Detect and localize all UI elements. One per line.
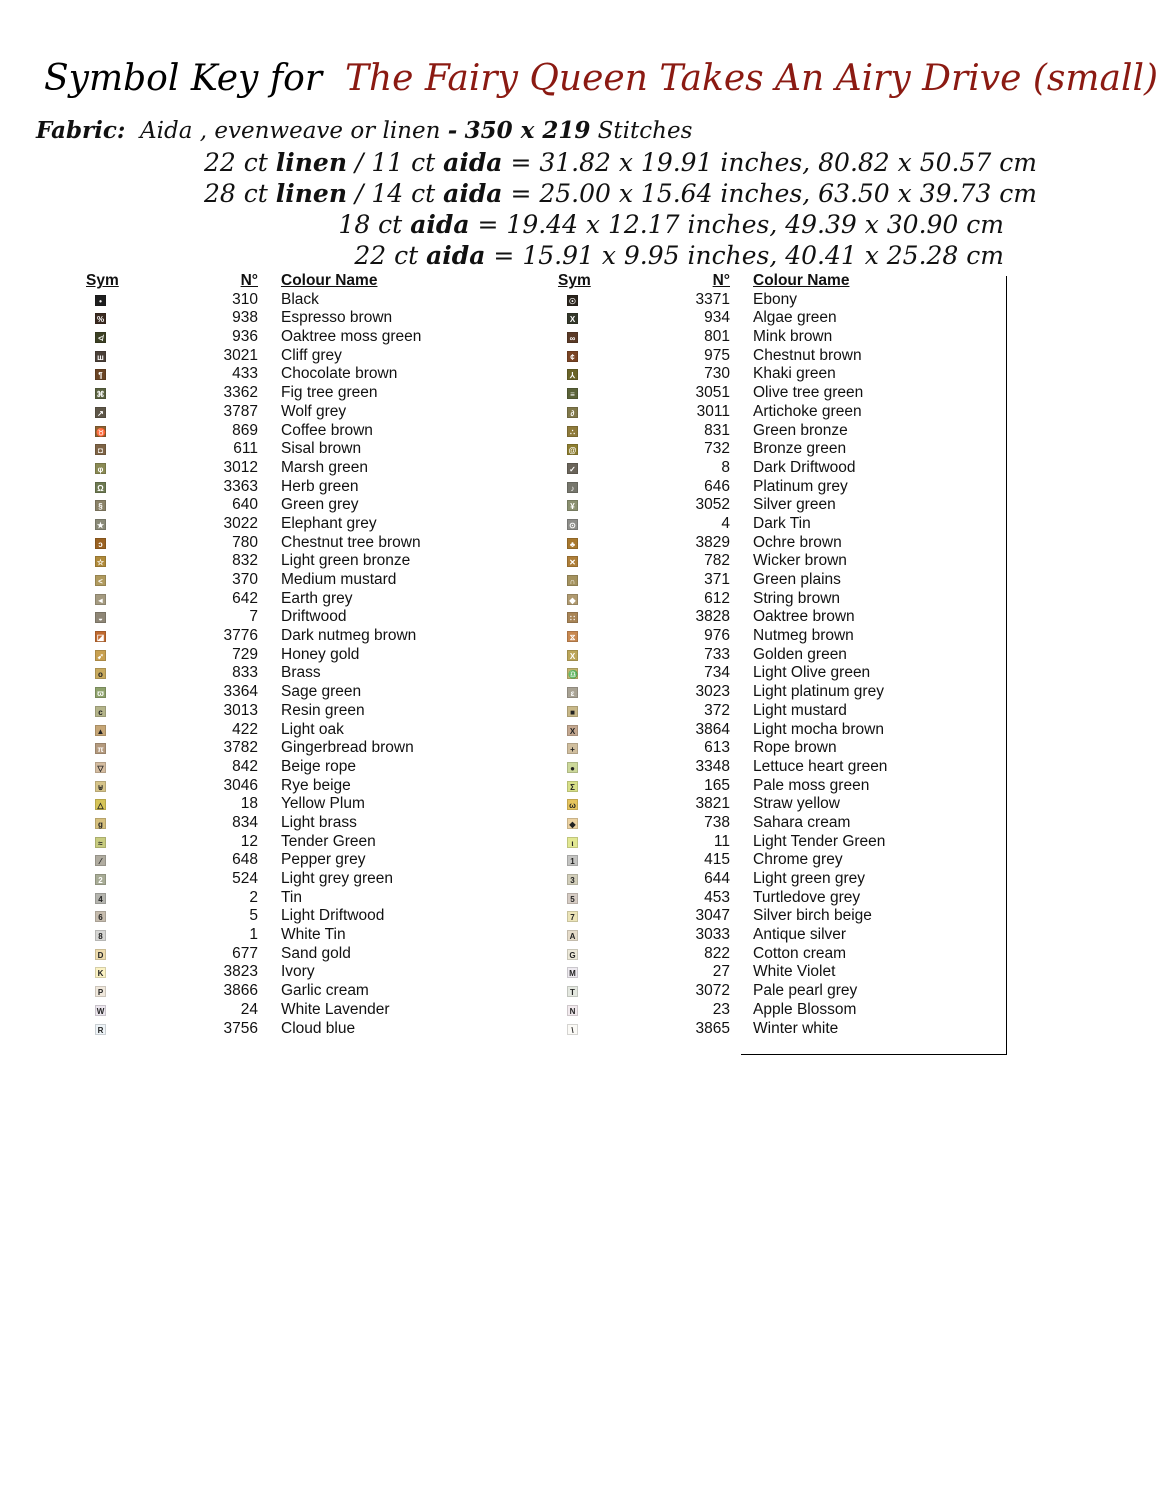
- dimensions: = 15.91 x 9.95 inches, 40.41 x 25.28 cm: [493, 241, 1004, 270]
- symbol-swatch: 7: [567, 911, 578, 922]
- fabric-d: aida: [410, 210, 470, 239]
- colour-name: Ebony: [753, 290, 797, 308]
- colour-name: Chestnut tree brown: [281, 533, 421, 551]
- colour-name: Honey gold: [281, 645, 360, 663]
- colour-name: Olive tree green: [753, 384, 864, 402]
- colour-name: Light grey green: [281, 870, 394, 887]
- colour-name: Light mocha brown: [753, 720, 884, 738]
- thread-number: 729: [232, 645, 258, 663]
- colour-name: Platinum grey: [753, 477, 848, 495]
- colour-name: Ivory: [281, 963, 315, 981]
- page-title: [44, 58, 1158, 99]
- colour-name: Green grey: [281, 496, 359, 514]
- colour-name: Beige rope: [281, 757, 356, 775]
- symbol-swatch: %: [96, 315, 105, 325]
- colour-name: Silver birch beige: [753, 907, 872, 925]
- symbol-swatch: ♉: [96, 427, 106, 437]
- colour-name: Light mustard: [753, 701, 847, 719]
- colour-name: Tin: [281, 888, 302, 906]
- colour-name: Green bronze: [753, 421, 848, 439]
- colour-name: White Lavender: [281, 1000, 390, 1018]
- colour-name: Khaki green: [753, 365, 836, 383]
- symbol-swatch: ¶: [95, 369, 106, 380]
- thread-number: 3046: [223, 776, 258, 794]
- symbol-swatch: ⅄: [567, 369, 578, 380]
- thread-number: 3866: [223, 982, 258, 1000]
- thread-number: 869: [232, 421, 258, 439]
- symbol-swatch: ¥: [567, 500, 578, 511]
- colour-name: Dark nutmeg brown: [281, 627, 417, 645]
- thread-number: 3023: [695, 683, 730, 701]
- symbol-swatch: ♎: [568, 670, 578, 680]
- symbol-swatch: R: [95, 1024, 106, 1035]
- thread-number: 738: [704, 813, 730, 831]
- colour-name: Marsh green: [281, 458, 369, 476]
- symbol-swatch: ∷: [567, 612, 578, 623]
- thread-number: 3865: [695, 1019, 730, 1037]
- symbol-swatch: ♪: [567, 482, 578, 493]
- colour-name: Straw yellow: [753, 795, 840, 813]
- table-frame-bottom: [741, 1054, 1007, 1055]
- symbol-swatch: ↄ: [95, 538, 106, 549]
- thread-number: 3787: [223, 402, 258, 420]
- symbol-swatch: ι: [567, 837, 578, 848]
- symbol-swatch: ⌘: [96, 390, 105, 400]
- symbol-swatch: ◒: [95, 612, 106, 623]
- colour-name: Oaktree brown: [753, 608, 855, 626]
- colour-name: Apple Blossom: [753, 1000, 857, 1018]
- symbol-swatch: 3: [567, 874, 578, 885]
- colour-name: Turtledove grey: [753, 888, 861, 906]
- thread-number: 370: [232, 571, 258, 588]
- thread-number: 165: [704, 776, 730, 794]
- symbol-swatch: △: [95, 799, 106, 810]
- colour-name: Dark Tin: [753, 514, 811, 532]
- symbol-swatch: ●: [567, 762, 578, 773]
- fabric-d: aida: [443, 148, 503, 177]
- thread-number: 5: [249, 907, 258, 925]
- thread-number: 3756: [223, 1019, 258, 1037]
- colour-name: Cloud blue: [281, 1019, 356, 1037]
- thread-number: 730: [704, 365, 730, 383]
- thread-number: 1: [249, 926, 258, 944]
- thread-number: 612: [704, 589, 730, 607]
- colour-name: Chocolate brown: [281, 365, 398, 383]
- colour-name: Light Tender Green: [753, 832, 886, 850]
- colour-name: Mink brown: [753, 328, 833, 346]
- symbol-swatch: ϖ: [95, 687, 106, 698]
- symbol-swatch: N: [567, 1005, 578, 1016]
- symbol-swatch: ▽: [95, 762, 106, 773]
- header-num: N°: [712, 272, 730, 289]
- symbol-swatch: ∂: [567, 407, 578, 418]
- symbol-swatch: ⊙: [567, 519, 578, 530]
- colour-name: Black: [281, 290, 319, 308]
- thread-number: 3371: [695, 290, 730, 308]
- symbol-swatch: ▲: [96, 726, 105, 736]
- size-line: [204, 240, 1004, 271]
- thread-number: 3821: [695, 795, 730, 813]
- symbol-swatch: ш: [95, 351, 106, 362]
- fabric-b: linen: [275, 148, 348, 177]
- symbol-swatch: ◂: [95, 594, 106, 605]
- symbol-swatch: ◘: [95, 444, 106, 455]
- thread-number: 24: [240, 1000, 258, 1018]
- colour-name: Garlic cream: [281, 982, 369, 1000]
- colour-name: Antique silver: [753, 926, 847, 944]
- thread-number: 7: [249, 608, 258, 626]
- colour-name: Light brass: [281, 813, 357, 831]
- colour-name: White Violet: [753, 963, 836, 981]
- symbol-swatch: ↗: [95, 407, 106, 418]
- size-line: [204, 209, 1004, 240]
- thread-number: 524: [232, 870, 258, 887]
- colour-name: Medium mustard: [281, 571, 397, 588]
- thread-number: 3348: [695, 757, 730, 775]
- fabric-label: Fabric:: [36, 117, 126, 144]
- symbol-swatch: K: [95, 967, 106, 978]
- thread-number: 782: [704, 552, 730, 570]
- dimensions: = 31.82 x 19.91 inches, 80.82 x 50.57 cm: [510, 148, 1037, 177]
- thread-number: 646: [704, 477, 730, 495]
- colour-name: Chrome grey: [753, 851, 843, 869]
- symbol-swatch: P: [95, 986, 106, 997]
- colour-name: Espresso brown: [281, 309, 393, 327]
- thread-number: 3776: [223, 627, 258, 645]
- symbol-swatch: ≈: [95, 837, 106, 848]
- thread-number: 976: [704, 627, 730, 645]
- colour-name: Resin green: [281, 701, 365, 719]
- colour-name: Rye beige: [281, 776, 351, 794]
- symbol-swatch: ε: [567, 687, 578, 698]
- symbol-swatch: D: [95, 949, 106, 960]
- colour-name: Ochre brown: [753, 533, 842, 551]
- colour-name: Silver green: [753, 496, 836, 514]
- symbol-swatch: Σ: [567, 781, 578, 792]
- thread-number: 4: [721, 514, 730, 532]
- colour-name: Light Olive green: [753, 664, 871, 682]
- dimensions: = 19.44 x 12.17 inches, 49.39 x 30.90 cm: [477, 210, 1004, 239]
- thread-number: 433: [232, 365, 258, 383]
- thread-number: 780: [232, 533, 258, 551]
- colour-name: Gingerbread brown: [281, 739, 414, 757]
- thread-number: 3864: [695, 720, 730, 738]
- thread-number: 842: [232, 757, 258, 775]
- fabric-d: aida: [443, 179, 503, 208]
- colour-name: Coffee brown: [281, 421, 373, 439]
- thread-number: 975: [704, 346, 730, 364]
- symbol-swatch: ◪: [96, 633, 105, 643]
- thread-number: 3013: [223, 701, 258, 719]
- count-c: / 11 ct: [354, 148, 436, 177]
- fabric-line: [36, 117, 692, 144]
- symbol-swatch: ➹: [95, 650, 106, 661]
- colour-name: White Tin: [281, 926, 346, 944]
- colour-name: Light Driftwood: [281, 907, 385, 925]
- colour-name: Light platinum grey: [753, 683, 884, 701]
- colour-name: Pepper grey: [281, 851, 366, 869]
- colour-name: Wolf grey: [281, 402, 347, 420]
- dimensions: = 25.00 x 15.64 inches, 63.50 x 39.73 cm: [510, 179, 1037, 208]
- symbol-swatch: \: [567, 1024, 578, 1035]
- thread-number: 936: [232, 328, 258, 346]
- title-prefix: Symbol Key for: [44, 58, 323, 99]
- symbol-swatch: o: [95, 668, 106, 679]
- thread-number: 11: [713, 832, 730, 850]
- thread-number: 934: [704, 309, 730, 327]
- thread-number: 8: [721, 458, 730, 476]
- symbol-swatch: ⧖: [567, 631, 578, 642]
- thread-number: 832: [232, 552, 258, 570]
- fabric-dash: -: [447, 117, 458, 144]
- table-frame-right: [1006, 276, 1007, 1055]
- symbol-swatch: ⁄: [95, 855, 106, 866]
- thread-number: 23: [712, 1000, 730, 1018]
- thread-number: 453: [704, 888, 730, 906]
- colour-name: Brass: [281, 664, 321, 682]
- colour-name: Light green bronze: [281, 552, 411, 570]
- colour-name: Fig tree green: [281, 384, 378, 402]
- symbol-swatch: 8: [95, 930, 106, 941]
- symbol-swatch: §: [95, 500, 106, 511]
- fabric-sizes: [204, 147, 1037, 271]
- stitch-count: 350 x 219: [464, 117, 591, 144]
- fabric-materials: Aida , evenweave or linen: [140, 118, 441, 144]
- symbol-swatch: π: [95, 743, 106, 754]
- count-c: 22 ct: [354, 241, 419, 270]
- thread-number: 3021: [223, 346, 258, 364]
- symbol-swatch: G: [567, 949, 578, 960]
- thread-number: 648: [232, 851, 258, 869]
- stitches-word: Stitches: [597, 118, 693, 144]
- colour-name: Golden green: [753, 645, 847, 663]
- pattern-name: The Fairy Queen Takes An Airy Drive (small): [344, 58, 1158, 99]
- symbol-swatch: +: [567, 743, 578, 754]
- symbol-swatch: 6: [95, 911, 106, 922]
- symbol-swatch: <: [95, 575, 106, 586]
- symbol-swatch: ★: [96, 520, 105, 530]
- symbol-swatch: ≡: [567, 388, 578, 399]
- thread-number: 310: [232, 290, 258, 308]
- thread-number: 3364: [223, 683, 258, 701]
- fabric-d: aida: [426, 241, 486, 270]
- symbol-swatch: Ω: [95, 482, 106, 493]
- thread-number: 2: [249, 888, 258, 906]
- thread-number: 833: [232, 664, 258, 682]
- symbol-swatch: c: [95, 706, 106, 717]
- colour-name: Cliff grey: [281, 346, 342, 364]
- colour-name: Tender Green: [281, 832, 376, 850]
- symbol-swatch: 1: [567, 855, 578, 866]
- thread-number: 415: [704, 851, 730, 869]
- fabric-b: linen: [275, 179, 348, 208]
- thread-number: 12: [240, 832, 258, 850]
- colour-name: Driftwood: [281, 608, 347, 626]
- size-line: [204, 178, 1037, 209]
- symbol-swatch: ■: [567, 706, 578, 717]
- colour-name: Pale pearl grey: [753, 982, 858, 1000]
- symbol-swatch: X: [567, 650, 578, 661]
- thread-number: 613: [704, 739, 730, 757]
- symbol-swatch: M: [567, 967, 578, 978]
- thread-number: 801: [704, 328, 730, 346]
- colour-name: Light oak: [281, 720, 344, 738]
- thread-number: 3022: [223, 514, 258, 532]
- colour-name: Nutmeg brown: [753, 627, 854, 645]
- thread-number: 642: [232, 589, 258, 607]
- thread-number: 3012: [223, 458, 258, 476]
- symbol-swatch: ✕: [567, 556, 578, 567]
- symbol-swatch: ◆: [567, 818, 578, 829]
- thread-number: 3072: [695, 982, 730, 1000]
- header-colour-name: Colour Name: [753, 272, 850, 289]
- count-a: 28 ct: [204, 179, 268, 208]
- colour-name: Winter white: [753, 1019, 839, 1037]
- colour-name: Dark Driftwood: [753, 458, 856, 476]
- thread-number: 3033: [695, 926, 730, 944]
- thread-number: 938: [232, 309, 258, 327]
- colour-name: Algae green: [753, 309, 837, 327]
- thread-number: 677: [232, 944, 258, 962]
- symbol-swatch: W: [96, 1006, 105, 1016]
- thread-number: 822: [704, 944, 730, 962]
- colour-name: Sand gold: [281, 944, 351, 962]
- thread-number: 611: [233, 440, 258, 458]
- colour-name: Light green grey: [753, 870, 866, 887]
- thread-number: 3828: [695, 608, 730, 626]
- thread-number: 3051: [695, 384, 730, 402]
- colour-name: Herb green: [281, 477, 359, 495]
- count-a: 22 ct: [204, 148, 268, 177]
- symbol-swatch: 5: [567, 893, 578, 904]
- symbol-swatch: g: [95, 818, 106, 829]
- thread-number: 3362: [223, 384, 258, 402]
- thread-number: 3782: [223, 739, 258, 757]
- colour-name: Bronze green: [753, 440, 847, 458]
- thread-number: 3823: [223, 963, 258, 981]
- thread-number: 372: [704, 701, 730, 719]
- thread-number: 831: [704, 421, 730, 439]
- thread-number: 3011: [696, 402, 730, 420]
- symbol-swatch: φ: [95, 463, 106, 474]
- thread-number: 644: [704, 870, 730, 887]
- header-colour-name: Colour Name: [281, 272, 378, 289]
- symbol-swatch: 4: [95, 893, 106, 904]
- symbol-swatch: ¢: [567, 351, 578, 362]
- colour-name: Yellow Plum: [281, 795, 365, 813]
- colour-name: Artichoke green: [753, 402, 862, 420]
- size-line: [204, 147, 1037, 178]
- symbol-swatch: T: [567, 986, 578, 997]
- colour-name: Green plains: [753, 571, 841, 588]
- thread-number: 3052: [695, 496, 730, 514]
- symbol-swatch: •: [95, 295, 106, 306]
- thread-number: 732: [704, 440, 730, 458]
- thread-number: 734: [704, 664, 730, 682]
- symbol-swatch: ♣: [567, 538, 578, 549]
- colour-name: Elephant grey: [281, 514, 377, 532]
- symbol-swatch: 2: [95, 874, 106, 885]
- colour-name: Sahara cream: [753, 813, 851, 831]
- thread-number: 27: [712, 963, 730, 981]
- header-num: N°: [240, 272, 258, 289]
- thread-number: 3363: [223, 477, 258, 495]
- symbol-swatch: ☆: [96, 558, 105, 568]
- thread-number: 733: [704, 645, 730, 663]
- count-c: / 14 ct: [354, 179, 436, 208]
- colour-name: Pale moss green: [753, 776, 870, 794]
- header-sym: Sym: [86, 272, 119, 289]
- thread-number: 834: [232, 813, 258, 831]
- count-c: 18 ct: [338, 210, 403, 239]
- symbol-swatch: X: [567, 725, 578, 736]
- symbol-swatch: ω: [567, 799, 578, 810]
- header-sym: Sym: [558, 272, 591, 289]
- symbol-swatch: ≮: [95, 332, 106, 343]
- symbol-swatch: A: [567, 930, 578, 941]
- thread-number: 18: [240, 795, 258, 813]
- symbol-swatch: ∞: [567, 332, 578, 343]
- thread-number: 640: [232, 496, 258, 514]
- thread-number: 3047: [695, 907, 730, 925]
- symbol-swatch: ⊎: [95, 781, 106, 792]
- thread-number: 371: [704, 571, 730, 588]
- colour-name: Chestnut brown: [753, 346, 862, 364]
- colour-name: Lettuce heart green: [753, 757, 888, 775]
- colour-name: Wicker brown: [753, 552, 847, 570]
- symbol-swatch: ∩: [567, 575, 578, 586]
- thread-number: 3829: [695, 533, 730, 551]
- colour-name: String brown: [753, 589, 841, 607]
- colour-name: Sisal brown: [281, 440, 362, 458]
- colour-name: Sage green: [281, 683, 362, 701]
- symbol-swatch: X: [567, 313, 578, 324]
- symbol-swatch: ☉: [568, 296, 577, 306]
- symbol-swatch: @: [568, 446, 577, 456]
- colour-name: Oaktree moss green: [281, 328, 422, 346]
- colour-name: Cotton cream: [753, 944, 847, 962]
- colour-name: Earth grey: [281, 589, 353, 607]
- symbol-swatch: ∴: [567, 426, 578, 437]
- thread-number: 422: [232, 720, 258, 738]
- symbol-swatch: ◆: [567, 594, 578, 605]
- colour-name: Rope brown: [753, 739, 837, 757]
- symbol-swatch: ✓: [567, 463, 578, 474]
